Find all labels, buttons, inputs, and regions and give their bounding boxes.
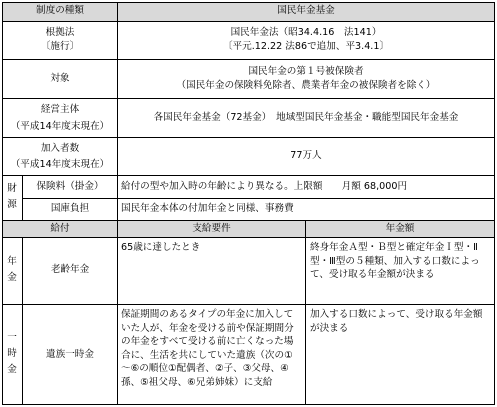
old-age-pension-label: 老齢年金 (50, 264, 90, 275)
col-header-requirement: 支給要件 (192, 223, 231, 234)
survivor-amount: 加入する口数によって、受け取る年金額が決まる (310, 309, 483, 334)
row-divider (2, 304, 495, 305)
state-subsidy-value: 国民年金本体の付加年金と同様、事務費 (121, 203, 294, 214)
legal-basis-value-line1: 国民年金法（昭34.4.16 法141） (230, 27, 382, 38)
survivor-lump-sum-label: 遺族一時金 (46, 349, 94, 360)
col-header-amount: 年金額 (385, 223, 415, 234)
premium-value: 給付の型や加入時の年齢により異なる。上限額 月額 68,000円 (121, 181, 408, 192)
row-divider (22, 198, 495, 199)
target-label: 対象 (50, 73, 70, 84)
old-age-amount: 終身年金Ａ型・Ｂ型と確定年金Ｉ型・Ⅱ型・Ⅲ型の５種類、加入する口数によって、受け取る年金額が決まる (310, 242, 480, 280)
members-sublabel: （平成14年度末現在） (10, 159, 110, 170)
operator-value: 各国民年金基金（72基金） 地域型国民年金基金・職能型国民年金基金 (153, 112, 459, 123)
col-divider (305, 220, 306, 405)
row-divider (2, 21, 495, 22)
col-header-value: 国民年金基金 (277, 5, 335, 16)
members-label: 加入者数 (40, 143, 80, 154)
row-divider (2, 237, 495, 238)
col-divider (22, 237, 23, 405)
state-subsidy-label: 国庫負担 (50, 203, 90, 214)
pension-group-label: 年金 (7, 256, 17, 283)
funding-group-label: 財源 (7, 183, 17, 210)
col-divider (117, 220, 118, 405)
col-divider (117, 175, 118, 220)
target-value-line1: 国民年金の第１号被保険者 (248, 66, 364, 77)
members-value: 77万人 (290, 150, 322, 161)
row-divider (2, 59, 495, 60)
row-divider (2, 220, 495, 221)
legal-basis-label: 根拠法 (45, 27, 75, 38)
legal-basis-sublabel: 〔施行〕 (40, 41, 80, 52)
operator-label: 経営主体 (40, 104, 80, 115)
col-header-benefit: 給付 (50, 223, 70, 234)
premium-label: 保険料（掛金） (36, 181, 104, 192)
col-header-type: 制度の種類 (36, 5, 84, 16)
old-age-requirement: 65歳に達したとき (121, 242, 201, 253)
row-divider (2, 175, 495, 176)
row-divider (2, 98, 495, 99)
target-value-line2: （国民年金の保険料免除者、農業者年金の被保険者を除く） (176, 80, 436, 91)
legal-basis-value-line2: 〔平元.12.22 法86で追加、平3.4.1〕 (222, 41, 390, 52)
operator-sublabel: （平成14年度末現在） (10, 121, 110, 132)
lump-sum-group-label: 一時金 (7, 332, 17, 375)
survivor-requirement: 保証期間のあるタイプの年金に加入していた人が、年金を受ける前や保証期間分の年金をすべて受ける前に亡くなった場合に、生活を共にしていた遺族（次の①～⑥の順位①配偶者、②子、③父母、④孫、⑤祖父母、⑥兄弟姉妹）に支給 (121, 309, 294, 388)
row-divider (2, 137, 495, 138)
